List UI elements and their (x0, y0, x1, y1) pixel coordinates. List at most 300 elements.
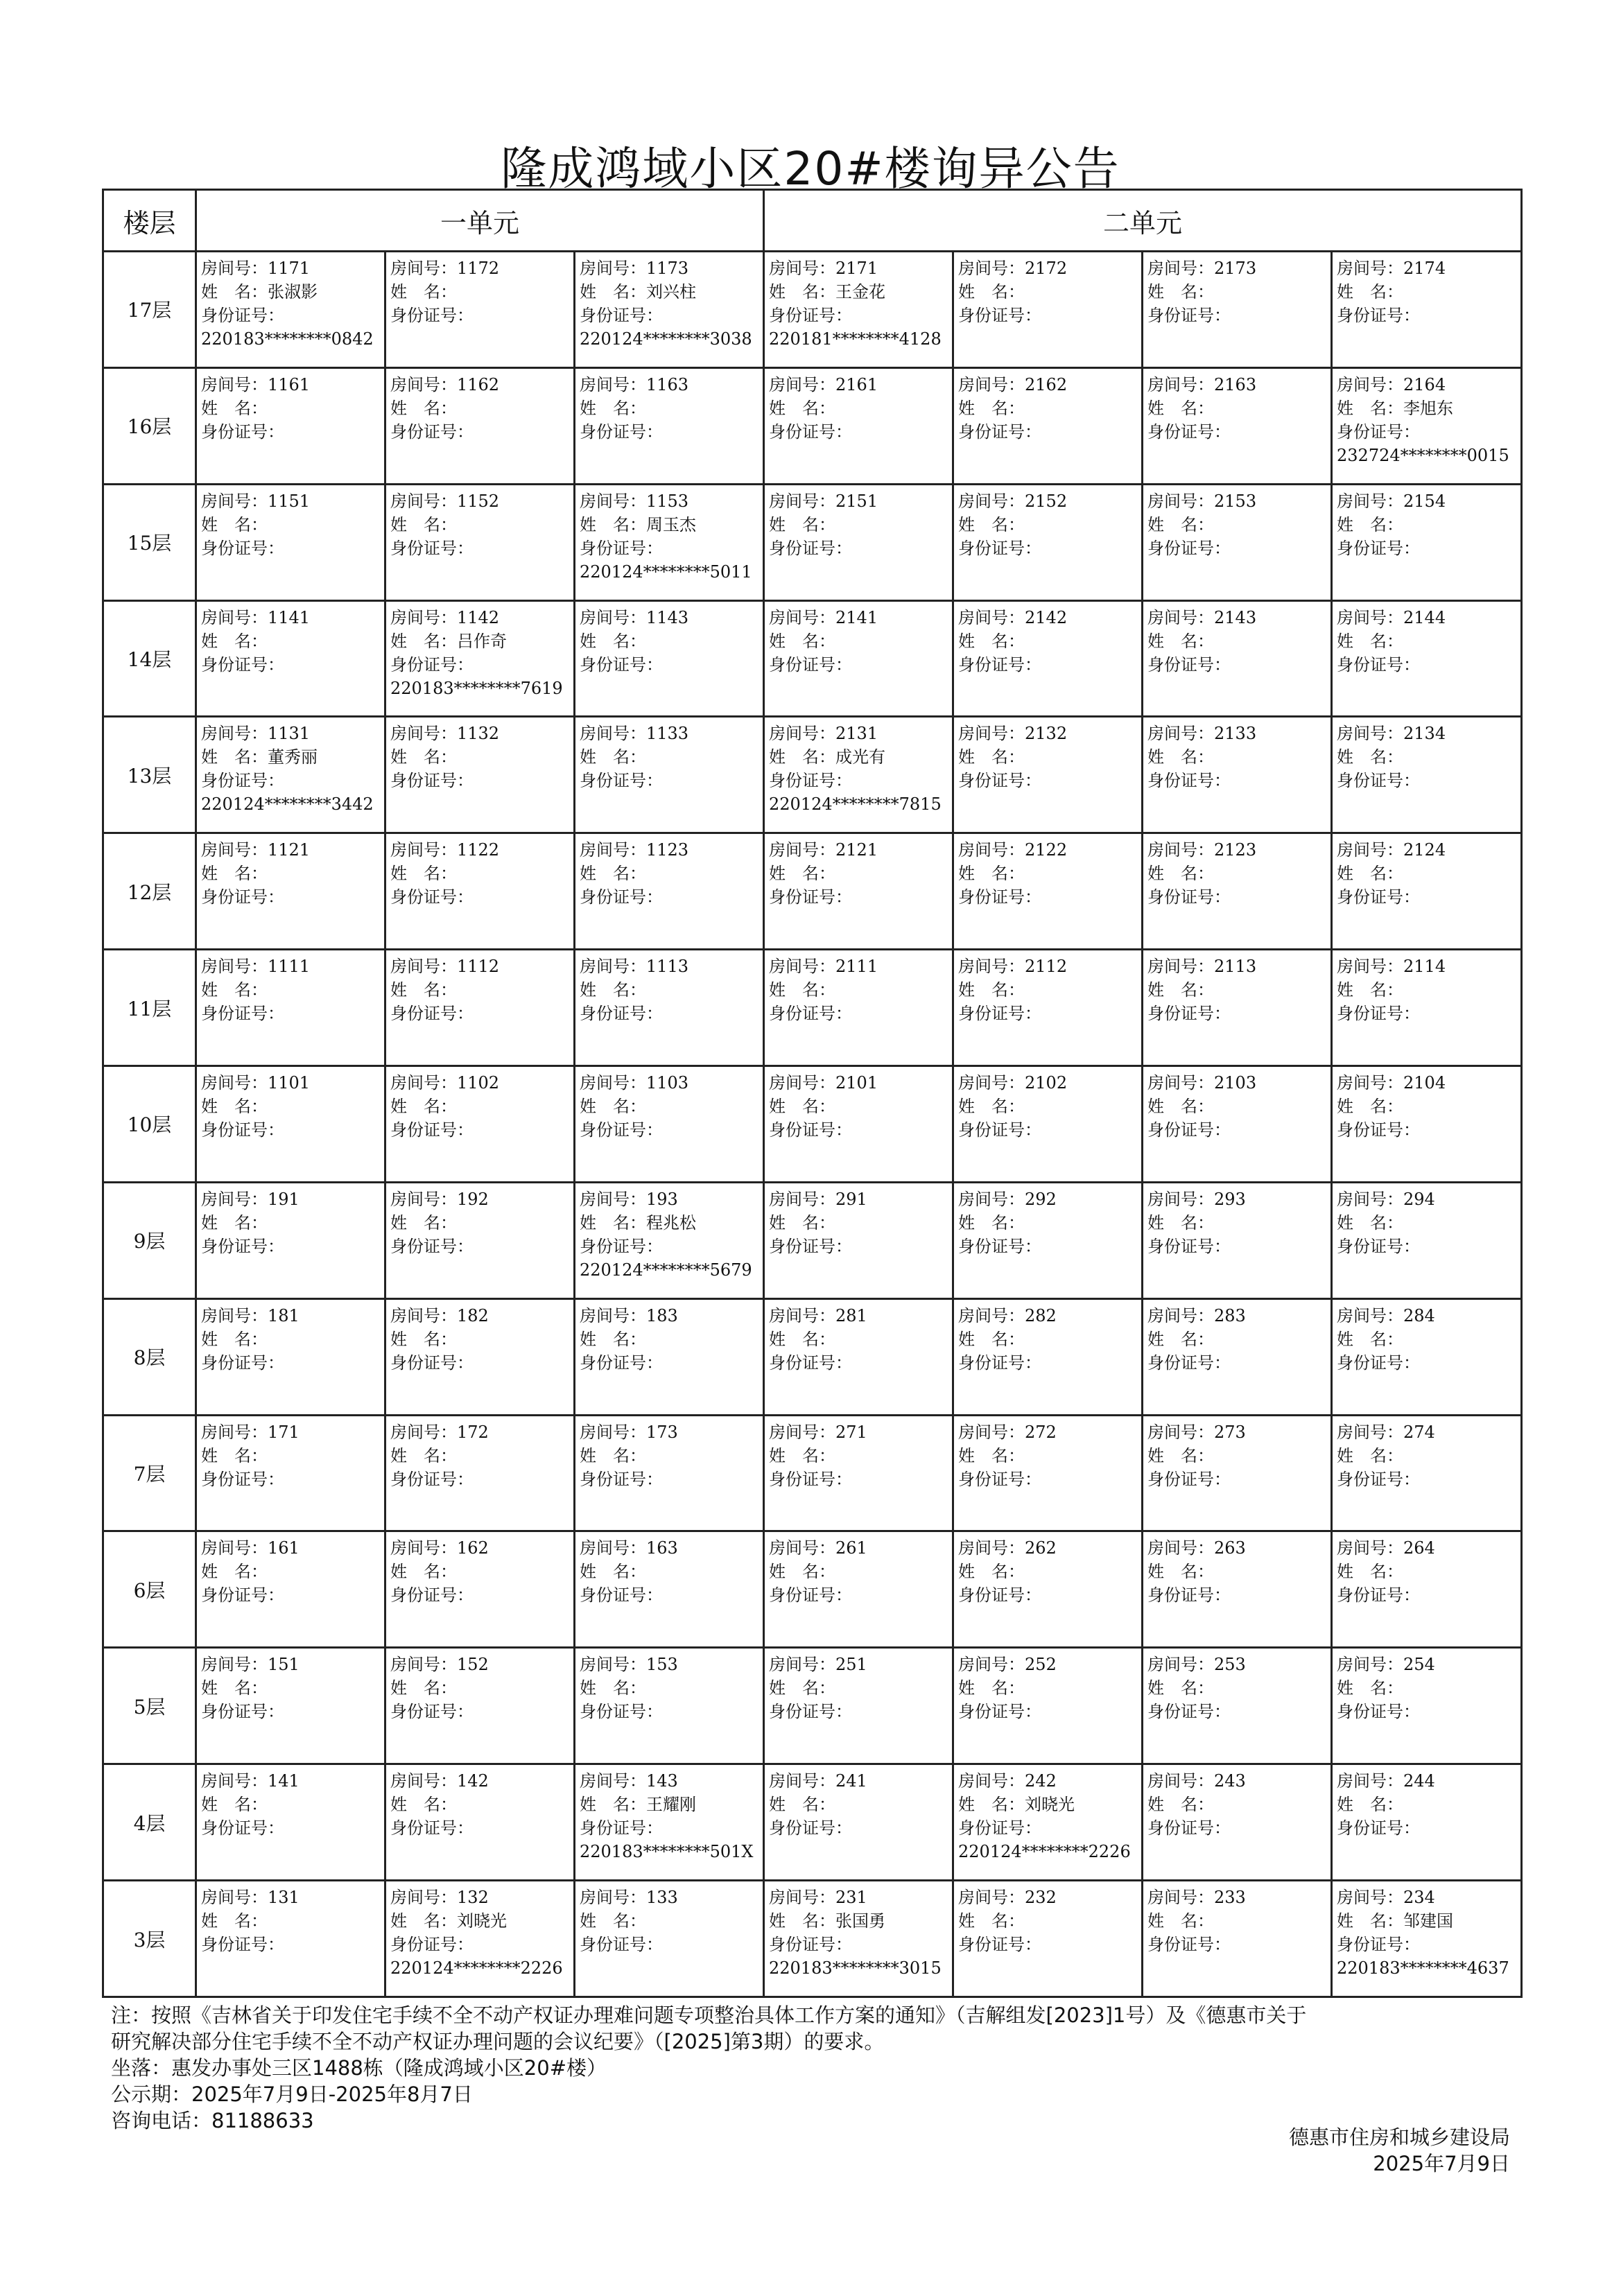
id-number-label: 身份证号： (958, 306, 1042, 325)
id-number-label: 身份证号： (958, 1585, 1042, 1606)
id-number-line (580, 537, 763, 560)
id-number-value-line (1337, 1956, 1520, 1980)
owner-name-line (390, 1328, 573, 1351)
room-cell (953, 1298, 1143, 1415)
owner-name: 张淑影 (268, 282, 318, 302)
room-number-label: 房间号： (580, 1305, 646, 1325)
owner-name-label: 姓 名： (1337, 980, 1404, 1000)
room-cell (196, 1298, 385, 1415)
room-number-label: 房间号： (1147, 259, 1215, 278)
room-info (197, 369, 384, 467)
owner-name-line (1337, 1211, 1520, 1235)
id-number-value-line (390, 1956, 573, 1980)
owner-name-label: 姓 名： (958, 1097, 1025, 1117)
room-number-label: 房间号： (958, 491, 1025, 511)
room-cell (1143, 833, 1332, 950)
owner-name-label: 姓 名： (390, 980, 457, 1000)
room-number-label: 房间号： (1337, 1538, 1404, 1558)
id-number-label: 身份证号： (580, 1585, 663, 1606)
room-number: 191 (268, 1189, 300, 1209)
room-number-label: 房间号： (390, 1655, 457, 1675)
id-number-value-line (958, 560, 1141, 584)
room-number: 172 (457, 1422, 489, 1442)
id-number-value-line (769, 677, 952, 700)
room-number-label: 房间号： (1337, 1305, 1404, 1325)
owner-name-label: 姓 名： (769, 1097, 836, 1117)
room-number-label: 房间号： (390, 259, 457, 278)
room-number-line (580, 1304, 763, 1328)
id-number-label: 身份证号： (1147, 1004, 1231, 1024)
room-number: 244 (1403, 1771, 1435, 1791)
room-number-line (1147, 606, 1330, 629)
owner-name-label: 姓 名： (580, 398, 646, 418)
room-number-label: 房间号： (769, 1189, 836, 1209)
room-number: 2163 (1214, 374, 1257, 394)
owner-name-line (1147, 397, 1330, 420)
id-number-line (580, 1235, 763, 1258)
owner-name-line (1147, 629, 1330, 653)
room-number-label: 房间号： (1147, 1538, 1215, 1558)
owner-name: 吕作奇 (457, 631, 507, 651)
room-info (765, 1067, 952, 1165)
id-number-label: 身份证号： (769, 1702, 853, 1722)
owner-name-line (390, 1211, 573, 1235)
room-number-label: 房间号： (1337, 1189, 1404, 1209)
owner-name-label: 姓 名： (1147, 1911, 1215, 1931)
room-number: 183 (646, 1305, 678, 1325)
id-number-label: 身份证号： (769, 1004, 853, 1024)
room-number-label: 房间号： (769, 1771, 836, 1791)
room-cell (385, 367, 575, 484)
room-info (1333, 369, 1520, 467)
room-number: 2161 (835, 374, 878, 394)
id-number-label: 身份证号： (201, 1469, 284, 1489)
room-cell (1332, 1764, 1522, 1881)
owner-name-line (580, 1676, 763, 1700)
room-number-label: 房间号： (580, 607, 646, 627)
table-row (103, 1298, 1522, 1415)
owner-name-line (580, 1328, 763, 1351)
room-number-line (769, 606, 952, 629)
id-number-value-line (201, 444, 384, 467)
room-number-line (1147, 1769, 1330, 1793)
room-number: 162 (457, 1538, 489, 1558)
room-number: 2102 (1025, 1073, 1068, 1093)
owner-name-line (1337, 513, 1520, 537)
owner-name: 刘晓光 (457, 1911, 507, 1931)
room-number-line (1337, 1420, 1520, 1444)
room-number: 274 (1403, 1422, 1435, 1442)
room-number-line (201, 606, 384, 629)
room-info (1333, 1532, 1520, 1630)
owner-name-label: 姓 名： (1337, 514, 1404, 534)
id-number: 220183********4637 (1337, 1958, 1509, 1978)
room-number-label: 房间号： (769, 1073, 836, 1093)
id-number-value-line (580, 792, 763, 816)
room-number-label: 房间号： (580, 1771, 646, 1791)
owner-name-line (201, 1793, 384, 1816)
room-info (1143, 1416, 1330, 1515)
room-info (386, 1300, 573, 1398)
room-number: 1112 (457, 957, 500, 977)
room-info (1143, 1300, 1330, 1398)
room-info (765, 252, 952, 351)
id-number-label: 身份证号： (201, 1935, 284, 1955)
owner-name-line (580, 513, 763, 537)
id-number-label: 身份证号： (1147, 1469, 1231, 1489)
owner-name-line (1337, 1909, 1520, 1933)
id-number-value-line (390, 1025, 573, 1049)
room-number-label: 房间号： (1337, 259, 1404, 278)
owner-name-label: 姓 名： (580, 1795, 646, 1815)
owner-name-label: 姓 名： (201, 864, 268, 884)
id-number-value-line (1147, 1258, 1330, 1282)
room-cell (764, 367, 953, 484)
room-number-line (580, 1420, 763, 1444)
id-number-line (1147, 1118, 1330, 1142)
room-number-line (201, 722, 384, 745)
owner-name-line (769, 978, 952, 1002)
room-number-line (201, 489, 384, 513)
room-cell (385, 600, 575, 717)
id-number-value-line (580, 1491, 763, 1515)
id-number-value-line (769, 1723, 952, 1747)
room-cell (953, 484, 1143, 600)
id-number-line (390, 653, 573, 677)
owner-name-label: 姓 名： (1337, 631, 1404, 651)
id-number-line (1147, 1235, 1330, 1258)
id-number-value-line (580, 1025, 763, 1049)
id-number-line (769, 1700, 952, 1723)
room-cell (575, 1298, 764, 1415)
owner-name: 刘晓光 (1025, 1795, 1075, 1815)
room-info (575, 834, 763, 932)
table-row (103, 367, 1522, 484)
id-number-value-line (201, 1840, 384, 1863)
room-number: 1111 (268, 957, 311, 977)
room-number-line (958, 955, 1141, 978)
room-cell (575, 484, 764, 600)
room-cell (953, 1182, 1143, 1298)
id-number-line (201, 1118, 384, 1142)
owner-name-label: 姓 名： (958, 1445, 1025, 1466)
room-cell (1143, 1531, 1332, 1648)
room-number-line (1337, 955, 1520, 978)
note-line-2: 研究解决部分住宅手续不全不动产权证办理问题的会议纪要》（[2025]第3期）的要求。 (111, 2030, 885, 2053)
room-number-line (769, 838, 952, 862)
floor-label: 16层 (103, 367, 196, 484)
id-number-line (769, 1816, 952, 1840)
room-number-line (390, 955, 573, 978)
id-number-value-line (1147, 560, 1330, 584)
id-number-line (958, 304, 1141, 327)
id-number-value-line (201, 1607, 384, 1630)
id-number-line (1147, 885, 1330, 909)
owner-name-line (580, 1095, 763, 1118)
id-number-line (390, 1351, 573, 1375)
room-cell (575, 1531, 764, 1648)
id-number-line (958, 1002, 1141, 1025)
owner-name-label: 姓 名： (1337, 1911, 1404, 1931)
table-row (103, 600, 1522, 717)
room-number-label: 房间号： (958, 1073, 1025, 1093)
room-info (1333, 1067, 1520, 1165)
id-number-label: 身份证号： (1337, 1702, 1421, 1722)
id-number-label: 身份证号： (769, 887, 853, 907)
room-cell (385, 1182, 575, 1298)
room-cell (1143, 367, 1332, 484)
id-number-label: 身份证号： (1337, 887, 1421, 907)
room-number-label: 房间号： (390, 1538, 457, 1558)
room-info (1143, 1532, 1330, 1630)
room-number: 254 (1403, 1655, 1435, 1675)
room-number-label: 房间号： (390, 724, 457, 744)
room-info (197, 1532, 384, 1630)
id-number-label: 身份证号： (390, 771, 474, 791)
owner-name-line (769, 1328, 952, 1351)
id-number-value-line (390, 1258, 573, 1282)
owner-name-label: 姓 名： (201, 747, 268, 767)
owner-name-line (390, 745, 573, 769)
room-cell (1332, 950, 1522, 1066)
room-info (765, 718, 952, 816)
room-number: 2133 (1214, 724, 1257, 744)
room-info (197, 1067, 384, 1165)
room-number: 1123 (646, 840, 689, 860)
room-number: 2174 (1403, 259, 1446, 278)
id-number-label: 身份证号： (769, 1120, 853, 1140)
owner-name-label: 姓 名： (1337, 1097, 1404, 1117)
owner-name-label: 姓 名： (580, 282, 646, 302)
room-info (1143, 1183, 1330, 1282)
id-number-value-line (580, 1723, 763, 1747)
owner-name-line (390, 397, 573, 420)
id-number-label: 身份证号： (201, 306, 284, 325)
room-number: 294 (1403, 1189, 1435, 1209)
owner-name-line (958, 862, 1141, 885)
owner-name-line (201, 1211, 384, 1235)
room-info (575, 950, 763, 1049)
id-number-label: 身份证号： (958, 771, 1042, 791)
room-info (1143, 602, 1330, 700)
id-number-line (201, 537, 384, 560)
room-number-line (390, 1071, 573, 1095)
table-row (103, 484, 1522, 600)
owner-name-label: 姓 名： (390, 747, 457, 767)
owner-name: 程兆松 (646, 1212, 696, 1233)
room-info (575, 602, 763, 700)
room-info (386, 1416, 573, 1515)
id-number-line (201, 1468, 384, 1491)
owner-name-line (1147, 1328, 1330, 1351)
owner-name-label: 姓 名： (580, 1678, 646, 1698)
room-info (954, 718, 1141, 816)
room-cell (575, 833, 764, 950)
room-cell (196, 1066, 385, 1183)
owner-name-line (1147, 745, 1330, 769)
id-number-value-line (580, 560, 763, 584)
id-number-value-line (390, 1375, 573, 1398)
owner-name-label: 姓 名： (580, 864, 646, 884)
room-info (575, 485, 763, 584)
id-number-value-line (958, 327, 1141, 351)
room-number: 253 (1214, 1655, 1246, 1675)
owner-name-line (201, 1095, 384, 1118)
room-number-label: 房间号： (1147, 374, 1215, 394)
room-number: 272 (1025, 1422, 1057, 1442)
id-number-value-line (580, 1375, 763, 1398)
id-number-value-line (1337, 1375, 1520, 1398)
owner-name-line (769, 1793, 952, 1816)
id-number-value-line (769, 560, 952, 584)
owner-name-line (769, 1560, 952, 1583)
owner-name-label: 姓 名： (580, 1212, 646, 1233)
id-number-label: 身份证号： (958, 1236, 1042, 1256)
owner-name-line (1147, 513, 1330, 537)
room-number: 231 (835, 1888, 867, 1908)
id-number-value-line (580, 327, 763, 351)
room-number-label: 房间号： (201, 724, 268, 744)
id-number-line (958, 1235, 1141, 1258)
room-number: 132 (457, 1888, 489, 1908)
room-cell (1143, 1066, 1332, 1183)
id-number-label: 身份证号： (1337, 1004, 1421, 1024)
id-number-line (769, 420, 952, 444)
id-number-line (958, 1816, 1141, 1840)
id-number-value-line (1337, 1491, 1520, 1515)
location-text: 坐落：惠发办事处三区1488栋（隆成鸿域小区20#楼） (111, 2056, 607, 2080)
room-number: 264 (1403, 1538, 1435, 1558)
room-number: 281 (835, 1305, 867, 1325)
owner-name-label: 姓 名： (1147, 1329, 1215, 1349)
id-number-label: 身份证号： (201, 771, 284, 791)
table-row (103, 252, 1522, 368)
owner-name-line (769, 862, 952, 885)
id-number-line (1147, 1002, 1330, 1025)
id-number-label: 身份证号： (958, 1004, 1042, 1024)
owner-name-label: 姓 名： (390, 1212, 457, 1233)
room-number: 1101 (268, 1073, 311, 1093)
id-number-label: 身份证号： (580, 538, 663, 558)
owner-name-line (1337, 1676, 1520, 1700)
owner-name-label: 姓 名： (201, 1329, 268, 1349)
room-number-label: 房间号： (958, 957, 1025, 977)
owner-name-line (958, 1095, 1141, 1118)
room-number-label: 房间号： (1337, 374, 1404, 394)
id-number-value-line (1337, 792, 1520, 816)
room-number-line (1337, 838, 1520, 862)
room-number: 1151 (268, 491, 311, 511)
room-info (197, 1300, 384, 1398)
room-info (1333, 950, 1520, 1049)
room-number-line (958, 1188, 1141, 1211)
room-number-label: 房间号： (1147, 1073, 1215, 1093)
id-number-line (390, 1583, 573, 1607)
room-number-line (1337, 1304, 1520, 1328)
table-row (103, 1415, 1522, 1531)
id-number-label: 身份证号： (769, 421, 853, 442)
owner-name-line (1147, 1560, 1330, 1583)
id-number-label: 身份证号： (390, 887, 474, 907)
room-number-line (580, 1653, 763, 1676)
id-number-label: 身份证号： (580, 887, 663, 907)
room-number: 233 (1214, 1888, 1246, 1908)
room-number: 2154 (1403, 491, 1446, 511)
id-number-line (201, 420, 384, 444)
room-number-label: 房间号： (1147, 840, 1215, 860)
id-number-line (769, 769, 952, 792)
id-number-line (1337, 1351, 1520, 1375)
room-cell (385, 1415, 575, 1531)
room-number-line (580, 1886, 763, 1909)
issue-date: 2025年7月9日 (1373, 2152, 1510, 2175)
floor-label: 11层 (103, 950, 196, 1066)
owner-name-line (580, 862, 763, 885)
owner-name: 刘兴柱 (646, 282, 696, 302)
room-number-line (769, 1420, 952, 1444)
id-number-label: 身份证号： (390, 1818, 474, 1838)
room-number: 173 (646, 1422, 678, 1442)
id-number-line (769, 1933, 952, 1956)
room-number: 171 (268, 1422, 300, 1442)
id-number-value-line (580, 1607, 763, 1630)
room-number: 2132 (1025, 724, 1068, 744)
floor-label: 10层 (103, 1066, 196, 1183)
room-number-label: 房间号： (769, 957, 836, 977)
room-info (575, 252, 763, 351)
room-cell (953, 367, 1143, 484)
id-number-line (201, 653, 384, 677)
owner-name-label: 姓 名： (201, 514, 268, 534)
room-cell (764, 1182, 953, 1298)
id-number-line (201, 1933, 384, 1956)
id-number-value-line (580, 1956, 763, 1980)
room-number-label: 房间号： (769, 1538, 836, 1558)
id-number-value-line (958, 1607, 1141, 1630)
room-cell (196, 1415, 385, 1531)
room-number-line (958, 256, 1141, 280)
room-info (1333, 834, 1520, 932)
room-number-label: 房间号： (1147, 1305, 1215, 1325)
id-number-label: 身份证号： (958, 538, 1042, 558)
room-number: 2162 (1025, 374, 1068, 394)
id-number-line (390, 537, 573, 560)
room-number-label: 房间号： (958, 607, 1025, 627)
owner-name-label: 姓 名： (390, 631, 457, 651)
room-number: 293 (1214, 1189, 1246, 1209)
id-number-line (201, 304, 384, 327)
owner-name-line (769, 397, 952, 420)
room-info (386, 252, 573, 351)
owner-name-line (580, 397, 763, 420)
owner-name-label: 姓 名： (769, 747, 836, 767)
id-number-value-line (390, 1840, 573, 1863)
room-number-line (769, 373, 952, 397)
room-info (1333, 1649, 1520, 1747)
room-number: 242 (1025, 1771, 1057, 1791)
room-cell (575, 1764, 764, 1881)
room-number: 161 (268, 1538, 300, 1558)
id-number-label: 身份证号： (201, 1585, 284, 1606)
id-number-value-line (1337, 444, 1520, 467)
id-number-line (1337, 653, 1520, 677)
id-number: 220124********5011 (580, 562, 752, 582)
room-number-line (1337, 1653, 1520, 1676)
id-number-value-line (580, 444, 763, 467)
room-info (765, 950, 952, 1049)
id-number-label: 身份证号： (1147, 1818, 1231, 1838)
owner-name-label: 姓 名： (1147, 1795, 1215, 1815)
